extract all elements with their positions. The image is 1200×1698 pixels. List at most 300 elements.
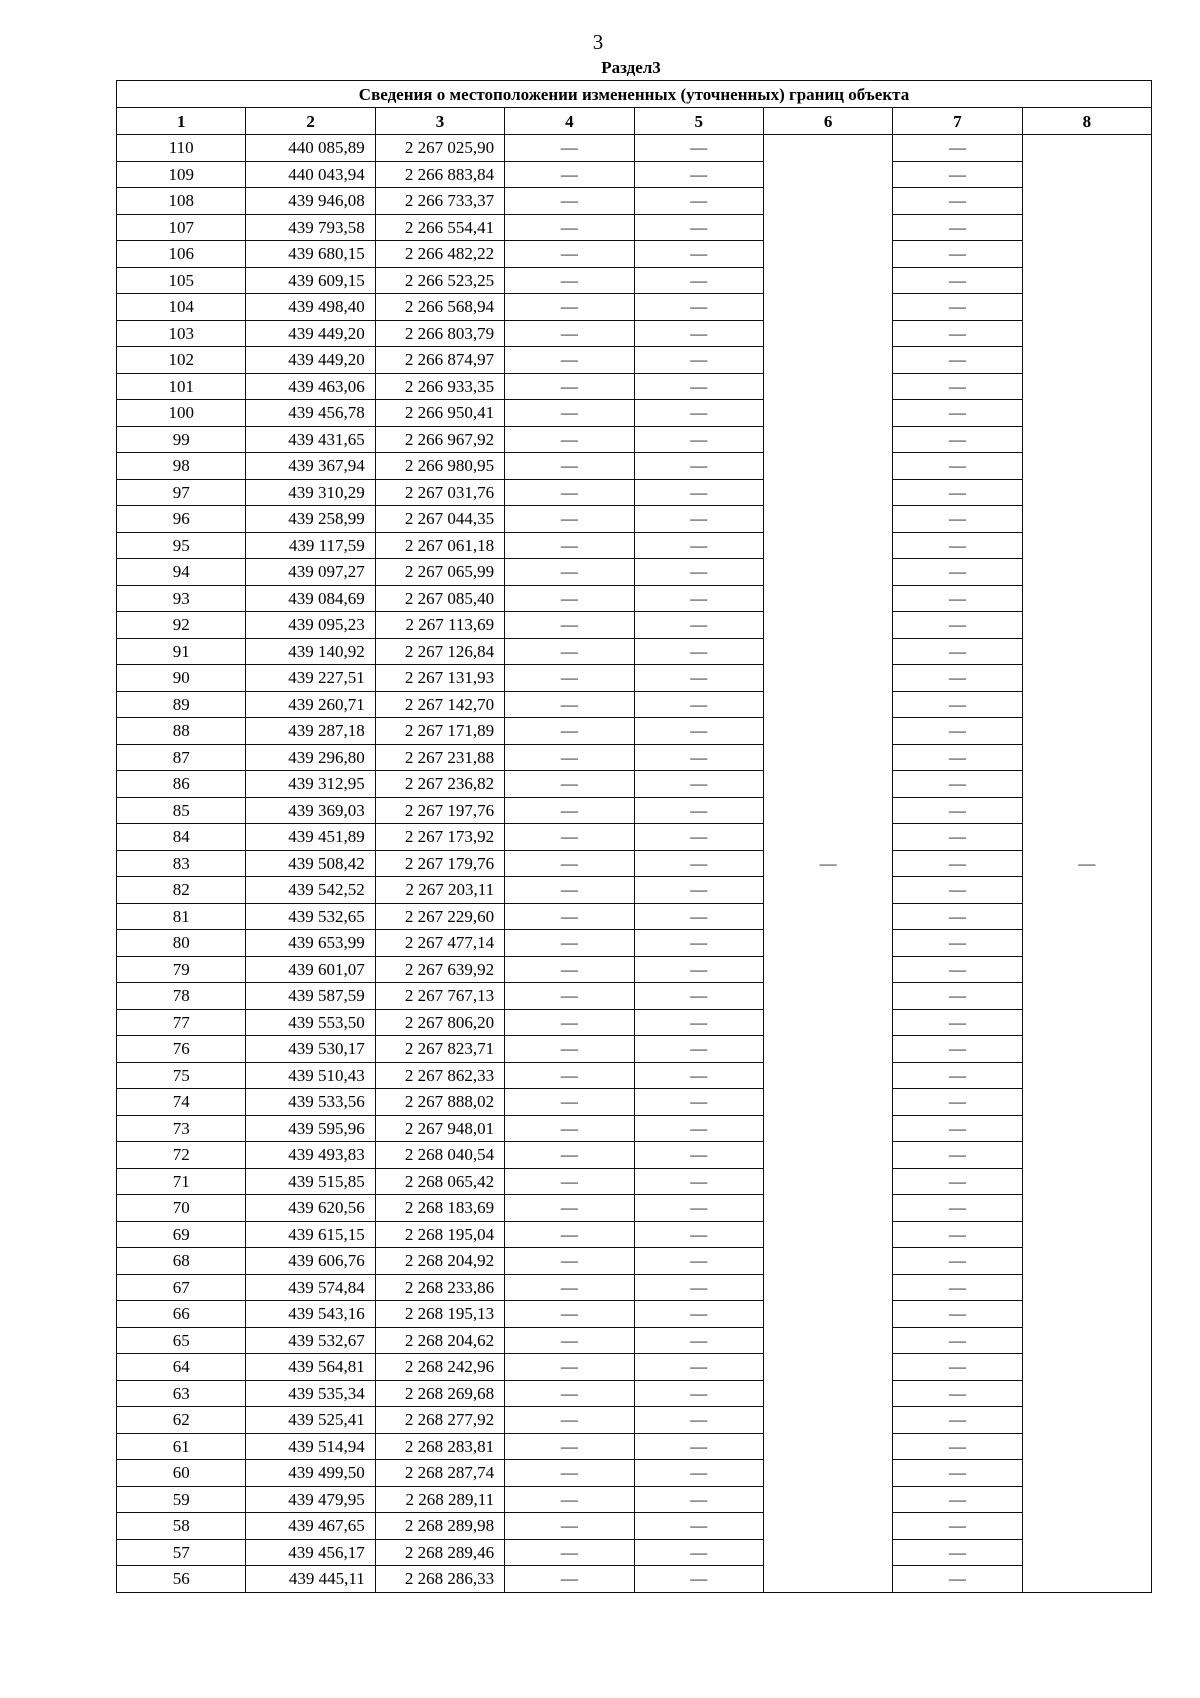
column-5-cell: —: [634, 320, 763, 347]
y-coordinate-cell: 2 266 733,37: [375, 188, 504, 215]
table-row: [117, 824, 1152, 851]
point-number-cell: 59: [117, 1486, 246, 1513]
table-row: [117, 373, 1152, 400]
column-4-cell: —: [505, 479, 634, 506]
point-number-cell: 72: [117, 1142, 246, 1169]
column-7-cell: —: [893, 956, 1022, 983]
x-coordinate-cell: 439 084,69: [246, 585, 375, 612]
table-row: [117, 797, 1152, 824]
column-4-cell: —: [505, 559, 634, 586]
column-5-cell: —: [634, 718, 763, 745]
column-7-cell: —: [893, 1513, 1022, 1540]
point-number-cell: 88: [117, 718, 246, 745]
table-row: [117, 559, 1152, 586]
column-5-cell: —: [634, 1115, 763, 1142]
x-coordinate-cell: 439 499,50: [246, 1460, 375, 1487]
column-7-cell: —: [893, 691, 1022, 718]
column-5-cell: —: [634, 983, 763, 1010]
column-4-cell: —: [505, 373, 634, 400]
x-coordinate-cell: 439 369,03: [246, 797, 375, 824]
column-4-cell: —: [505, 347, 634, 374]
x-coordinate-cell: 440 043,94: [246, 161, 375, 188]
column-7-cell: —: [893, 585, 1022, 612]
column-4-cell: —: [505, 1274, 634, 1301]
point-number-cell: 96: [117, 506, 246, 533]
column-5-cell: —: [634, 400, 763, 427]
y-coordinate-cell: 2 267 639,92: [375, 956, 504, 983]
column-7-cell: —: [893, 797, 1022, 824]
x-coordinate-cell: 439 793,58: [246, 214, 375, 241]
column-5-cell: —: [634, 903, 763, 930]
column-4-cell: —: [505, 188, 634, 215]
column-4-cell: —: [505, 850, 634, 877]
point-number-cell: 98: [117, 453, 246, 480]
column-header-6: 6: [763, 108, 892, 135]
point-number-cell: 68: [117, 1248, 246, 1275]
table-row: [117, 691, 1152, 718]
x-coordinate-cell: 439 535,34: [246, 1380, 375, 1407]
point-number-cell: 103: [117, 320, 246, 347]
point-number-cell: 91: [117, 638, 246, 665]
column-5-cell: —: [634, 559, 763, 586]
point-number-cell: 63: [117, 1380, 246, 1407]
column-header-7: 7: [893, 108, 1022, 135]
x-coordinate-cell: 439 451,89: [246, 824, 375, 851]
x-coordinate-cell: 439 312,95: [246, 771, 375, 798]
table-body: [117, 135, 1152, 1593]
x-coordinate-cell: 439 587,59: [246, 983, 375, 1010]
table-row: [117, 1301, 1152, 1328]
column-5-cell: —: [634, 135, 763, 162]
column-7-cell: —: [893, 267, 1022, 294]
y-coordinate-cell: 2 266 933,35: [375, 373, 504, 400]
point-number-cell: 86: [117, 771, 246, 798]
x-coordinate-cell: 439 553,50: [246, 1009, 375, 1036]
y-coordinate-cell: 2 267 179,76: [375, 850, 504, 877]
x-coordinate-cell: 439 653,99: [246, 930, 375, 957]
point-number-cell: 110: [117, 135, 246, 162]
column-7-cell: —: [893, 188, 1022, 215]
point-number-cell: 87: [117, 744, 246, 771]
column-4-cell: —: [505, 797, 634, 824]
column-4-cell: —: [505, 1142, 634, 1169]
table-row: [117, 161, 1152, 188]
column-4-cell: —: [505, 532, 634, 559]
point-number-cell: 100: [117, 400, 246, 427]
column-5-cell: —: [634, 1539, 763, 1566]
column-5-cell: —: [634, 161, 763, 188]
x-coordinate-cell: 439 467,65: [246, 1513, 375, 1540]
x-coordinate-cell: 439 615,15: [246, 1221, 375, 1248]
column-7-cell: —: [893, 506, 1022, 533]
y-coordinate-cell: 2 267 203,11: [375, 877, 504, 904]
column-7-cell: —: [893, 744, 1022, 771]
x-coordinate-cell: 439 609,15: [246, 267, 375, 294]
x-coordinate-cell: 439 595,96: [246, 1115, 375, 1142]
x-coordinate-cell: 439 493,83: [246, 1142, 375, 1169]
column-5-cell: —: [634, 479, 763, 506]
table-row: [117, 532, 1152, 559]
column-5-cell: —: [634, 665, 763, 692]
y-coordinate-cell: 2 268 065,42: [375, 1168, 504, 1195]
point-number-cell: 69: [117, 1221, 246, 1248]
x-coordinate-cell: 439 515,85: [246, 1168, 375, 1195]
column-4-cell: —: [505, 1433, 634, 1460]
column-4-cell: —: [505, 930, 634, 957]
y-coordinate-cell: 2 266 874,97: [375, 347, 504, 374]
point-number-cell: 99: [117, 426, 246, 453]
column-4-cell: —: [505, 1036, 634, 1063]
point-number-cell: 67: [117, 1274, 246, 1301]
y-coordinate-cell: 2 267 085,40: [375, 585, 504, 612]
table-row: [117, 1407, 1152, 1434]
column-7-cell: —: [893, 294, 1022, 321]
column-5-cell: —: [634, 267, 763, 294]
table-row: [117, 267, 1152, 294]
column-4-cell: —: [505, 161, 634, 188]
column-4-cell: —: [505, 1354, 634, 1381]
column-5-cell: —: [634, 1274, 763, 1301]
column-7-cell: —: [893, 373, 1022, 400]
column-4-cell: —: [505, 1062, 634, 1089]
x-coordinate-cell: 439 296,80: [246, 744, 375, 771]
y-coordinate-cell: 2 267 031,76: [375, 479, 504, 506]
point-number-cell: 107: [117, 214, 246, 241]
column-5-cell: —: [634, 824, 763, 851]
y-coordinate-cell: 2 267 171,89: [375, 718, 504, 745]
point-number-cell: 108: [117, 188, 246, 215]
column-4-cell: —: [505, 1248, 634, 1275]
point-number-cell: 84: [117, 824, 246, 851]
column-7-cell: —: [893, 612, 1022, 639]
column-7-cell: —: [893, 1380, 1022, 1407]
x-coordinate-cell: 439 479,95: [246, 1486, 375, 1513]
table-row: [117, 1009, 1152, 1036]
point-number-cell: 90: [117, 665, 246, 692]
x-coordinate-cell: 439 117,59: [246, 532, 375, 559]
column-4-cell: —: [505, 1513, 634, 1540]
column-5-cell: —: [634, 1433, 763, 1460]
y-coordinate-cell: 2 268 269,68: [375, 1380, 504, 1407]
point-number-cell: 101: [117, 373, 246, 400]
column-4-cell: —: [505, 400, 634, 427]
x-coordinate-cell: 439 606,76: [246, 1248, 375, 1275]
y-coordinate-cell: 2 267 477,14: [375, 930, 504, 957]
table-row: [117, 241, 1152, 268]
table-row: [117, 771, 1152, 798]
column-header-1: 1: [117, 108, 246, 135]
x-coordinate-cell: 439 456,78: [246, 400, 375, 427]
x-coordinate-cell: 439 095,23: [246, 612, 375, 639]
x-coordinate-cell: 439 574,84: [246, 1274, 375, 1301]
y-coordinate-cell: 2 267 767,13: [375, 983, 504, 1010]
column-4-cell: —: [505, 267, 634, 294]
column-4-cell: —: [505, 1089, 634, 1116]
column-7-cell: —: [893, 1168, 1022, 1195]
column-5-cell: —: [634, 1460, 763, 1487]
table-row: [117, 585, 1152, 612]
x-coordinate-cell: 439 498,40: [246, 294, 375, 321]
x-coordinate-cell: 439 449,20: [246, 347, 375, 374]
column-7-cell: —: [893, 877, 1022, 904]
column-5-cell: —: [634, 930, 763, 957]
x-coordinate-cell: 439 542,52: [246, 877, 375, 904]
table-row: [117, 1486, 1152, 1513]
table-row: [117, 1566, 1152, 1593]
y-coordinate-cell: 2 268 286,33: [375, 1566, 504, 1593]
table-row: [117, 1433, 1152, 1460]
column-7-cell: —: [893, 638, 1022, 665]
column-5-cell: —: [634, 956, 763, 983]
column-4-cell: —: [505, 1168, 634, 1195]
column-4-cell: —: [505, 824, 634, 851]
y-coordinate-cell: 2 268 183,69: [375, 1195, 504, 1222]
x-coordinate-cell: 439 601,07: [246, 956, 375, 983]
table-row: [117, 1115, 1152, 1142]
table-row: [117, 453, 1152, 480]
table-row: [117, 1089, 1152, 1116]
column-5-cell: —: [634, 294, 763, 321]
y-coordinate-cell: 2 266 883,84: [375, 161, 504, 188]
table-row: [117, 877, 1152, 904]
point-number-cell: 61: [117, 1433, 246, 1460]
point-number-cell: 80: [117, 930, 246, 957]
x-coordinate-cell: 439 097,27: [246, 559, 375, 586]
y-coordinate-cell: 2 268 204,62: [375, 1327, 504, 1354]
x-coordinate-cell: 439 445,11: [246, 1566, 375, 1593]
x-coordinate-cell: 439 530,17: [246, 1036, 375, 1063]
point-number-cell: 77: [117, 1009, 246, 1036]
x-coordinate-cell: 439 510,43: [246, 1062, 375, 1089]
table-row: [117, 638, 1152, 665]
table-row: [117, 479, 1152, 506]
y-coordinate-cell: 2 266 950,41: [375, 400, 504, 427]
column-4-cell: —: [505, 135, 634, 162]
y-coordinate-cell: 2 266 482,22: [375, 241, 504, 268]
column-7-cell: —: [893, 161, 1022, 188]
column-5-cell: —: [634, 585, 763, 612]
y-coordinate-cell: 2 266 554,41: [375, 214, 504, 241]
point-number-cell: 81: [117, 903, 246, 930]
x-coordinate-cell: 439 310,29: [246, 479, 375, 506]
table-row: [117, 744, 1152, 771]
table-row: [117, 1142, 1152, 1169]
column-4-cell: —: [505, 744, 634, 771]
column-4-cell: —: [505, 1301, 634, 1328]
table-row: [117, 1195, 1152, 1222]
y-coordinate-cell: 2 268 242,96: [375, 1354, 504, 1381]
point-number-cell: 76: [117, 1036, 246, 1063]
column-4-cell: —: [505, 718, 634, 745]
column-5-cell: —: [634, 373, 763, 400]
x-coordinate-cell: 440 085,89: [246, 135, 375, 162]
column-7-cell: —: [893, 426, 1022, 453]
point-number-cell: 104: [117, 294, 246, 321]
column-4-cell: —: [505, 877, 634, 904]
y-coordinate-cell: 2 267 126,84: [375, 638, 504, 665]
table-row: [117, 1062, 1152, 1089]
x-coordinate-cell: 439 680,15: [246, 241, 375, 268]
table-row: [117, 1248, 1152, 1275]
table-caption-row: [117, 81, 1152, 108]
column-4-cell: —: [505, 585, 634, 612]
x-coordinate-cell: 439 532,67: [246, 1327, 375, 1354]
column-7-cell: —: [893, 1460, 1022, 1487]
column-7-cell: —: [893, 850, 1022, 877]
column-4-cell: —: [505, 1327, 634, 1354]
column-4-cell: —: [505, 771, 634, 798]
column-4-cell: —: [505, 612, 634, 639]
point-number-cell: 56: [117, 1566, 246, 1593]
y-coordinate-cell: 2 266 967,92: [375, 426, 504, 453]
table-row: [117, 1460, 1152, 1487]
x-coordinate-cell: 439 508,42: [246, 850, 375, 877]
column-7-cell: —: [893, 1221, 1022, 1248]
column-4-cell: —: [505, 1221, 634, 1248]
point-number-cell: 58: [117, 1513, 246, 1540]
x-coordinate-cell: 439 260,71: [246, 691, 375, 718]
column-5-cell: —: [634, 1089, 763, 1116]
y-coordinate-cell: 2 267 862,33: [375, 1062, 504, 1089]
table-row: [117, 320, 1152, 347]
column-5-cell: —: [634, 691, 763, 718]
point-number-cell: 73: [117, 1115, 246, 1142]
column-7-cell: —: [893, 665, 1022, 692]
column-5-cell: —: [634, 1566, 763, 1593]
column-5-cell: —: [634, 1354, 763, 1381]
column-4-cell: —: [505, 983, 634, 1010]
column-5-cell: —: [634, 850, 763, 877]
column-4-cell: —: [505, 1115, 634, 1142]
y-coordinate-cell: 2 268 233,86: [375, 1274, 504, 1301]
column-7-cell: —: [893, 347, 1022, 374]
x-coordinate-cell: 439 525,41: [246, 1407, 375, 1434]
column-5-cell: —: [634, 1221, 763, 1248]
y-coordinate-cell: 2 267 888,02: [375, 1089, 504, 1116]
column-7-cell: —: [893, 1009, 1022, 1036]
y-coordinate-cell: 2 268 204,92: [375, 1248, 504, 1275]
y-coordinate-cell: 2 268 195,13: [375, 1301, 504, 1328]
y-coordinate-cell: 2 266 803,79: [375, 320, 504, 347]
column-7-cell: —: [893, 559, 1022, 586]
column-header-row: [117, 108, 1152, 135]
column-7-cell: —: [893, 214, 1022, 241]
boundary-coordinates-table: [116, 80, 1152, 1593]
column-4-cell: —: [505, 691, 634, 718]
point-number-cell: 92: [117, 612, 246, 639]
y-coordinate-cell: 2 268 287,74: [375, 1460, 504, 1487]
x-coordinate-cell: 439 140,92: [246, 638, 375, 665]
column-4-cell: —: [505, 320, 634, 347]
column-5-cell: —: [634, 1062, 763, 1089]
x-coordinate-cell: 439 946,08: [246, 188, 375, 215]
x-coordinate-cell: 439 543,16: [246, 1301, 375, 1328]
column-7-cell: —: [893, 1486, 1022, 1513]
column-5-cell: —: [634, 1486, 763, 1513]
x-coordinate-cell: 439 449,20: [246, 320, 375, 347]
y-coordinate-cell: 2 267 142,70: [375, 691, 504, 718]
column-4-cell: —: [505, 241, 634, 268]
column-7-cell: —: [893, 400, 1022, 427]
x-coordinate-cell: 439 287,18: [246, 718, 375, 745]
y-coordinate-cell: 2 268 277,92: [375, 1407, 504, 1434]
y-coordinate-cell: 2 268 289,98: [375, 1513, 504, 1540]
point-number-cell: 78: [117, 983, 246, 1010]
column-7-cell: —: [893, 453, 1022, 480]
column-4-cell: —: [505, 453, 634, 480]
column-7-cell: —: [893, 1274, 1022, 1301]
column-4-cell: —: [505, 1009, 634, 1036]
point-number-cell: 62: [117, 1407, 246, 1434]
column-5-cell: —: [634, 1301, 763, 1328]
point-number-cell: 64: [117, 1354, 246, 1381]
table-row: [117, 506, 1152, 533]
table-row: [117, 1036, 1152, 1063]
column-4-cell: —: [505, 1195, 634, 1222]
x-coordinate-cell: 439 532,65: [246, 903, 375, 930]
column-4-cell: —: [505, 638, 634, 665]
column-8-merged-cell: —: [1022, 135, 1151, 1593]
y-coordinate-cell: 2 267 231,88: [375, 744, 504, 771]
table-row: [117, 1221, 1152, 1248]
column-header-8: 8: [1022, 108, 1151, 135]
column-4-cell: —: [505, 903, 634, 930]
column-header-5: 5: [634, 108, 763, 135]
table-row: [117, 956, 1152, 983]
y-coordinate-cell: 2 267 823,71: [375, 1036, 504, 1063]
column-5-cell: —: [634, 532, 763, 559]
x-coordinate-cell: 439 463,06: [246, 373, 375, 400]
table-row: [117, 1539, 1152, 1566]
column-7-cell: —: [893, 479, 1022, 506]
point-number-cell: 94: [117, 559, 246, 586]
column-5-cell: —: [634, 1248, 763, 1275]
column-7-cell: —: [893, 135, 1022, 162]
table-row: [117, 1327, 1152, 1354]
column-5-cell: —: [634, 241, 763, 268]
column-5-cell: —: [634, 1036, 763, 1063]
column-7-cell: —: [893, 1433, 1022, 1460]
point-number-cell: 95: [117, 532, 246, 559]
column-7-cell: —: [893, 1195, 1022, 1222]
table-row: [117, 665, 1152, 692]
table-row: [117, 718, 1152, 745]
point-number-cell: 66: [117, 1301, 246, 1328]
y-coordinate-cell: 2 268 040,54: [375, 1142, 504, 1169]
column-header-2: 2: [246, 108, 375, 135]
column-7-cell: —: [893, 824, 1022, 851]
point-number-cell: 65: [117, 1327, 246, 1354]
column-5-cell: —: [634, 1380, 763, 1407]
column-7-cell: —: [893, 1036, 1022, 1063]
column-7-cell: —: [893, 320, 1022, 347]
column-7-cell: —: [893, 1062, 1022, 1089]
column-4-cell: —: [505, 1486, 634, 1513]
y-coordinate-cell: 2 268 283,81: [375, 1433, 504, 1460]
point-number-cell: 71: [117, 1168, 246, 1195]
column-5-cell: —: [634, 1168, 763, 1195]
table-row: [117, 930, 1152, 957]
point-number-cell: 85: [117, 797, 246, 824]
column-4-cell: —: [505, 956, 634, 983]
column-5-cell: —: [634, 506, 763, 533]
table-row: [117, 188, 1152, 215]
column-7-cell: —: [893, 532, 1022, 559]
x-coordinate-cell: 439 514,94: [246, 1433, 375, 1460]
table-row: [117, 983, 1152, 1010]
y-coordinate-cell: 2 267 113,69: [375, 612, 504, 639]
column-4-cell: —: [505, 426, 634, 453]
